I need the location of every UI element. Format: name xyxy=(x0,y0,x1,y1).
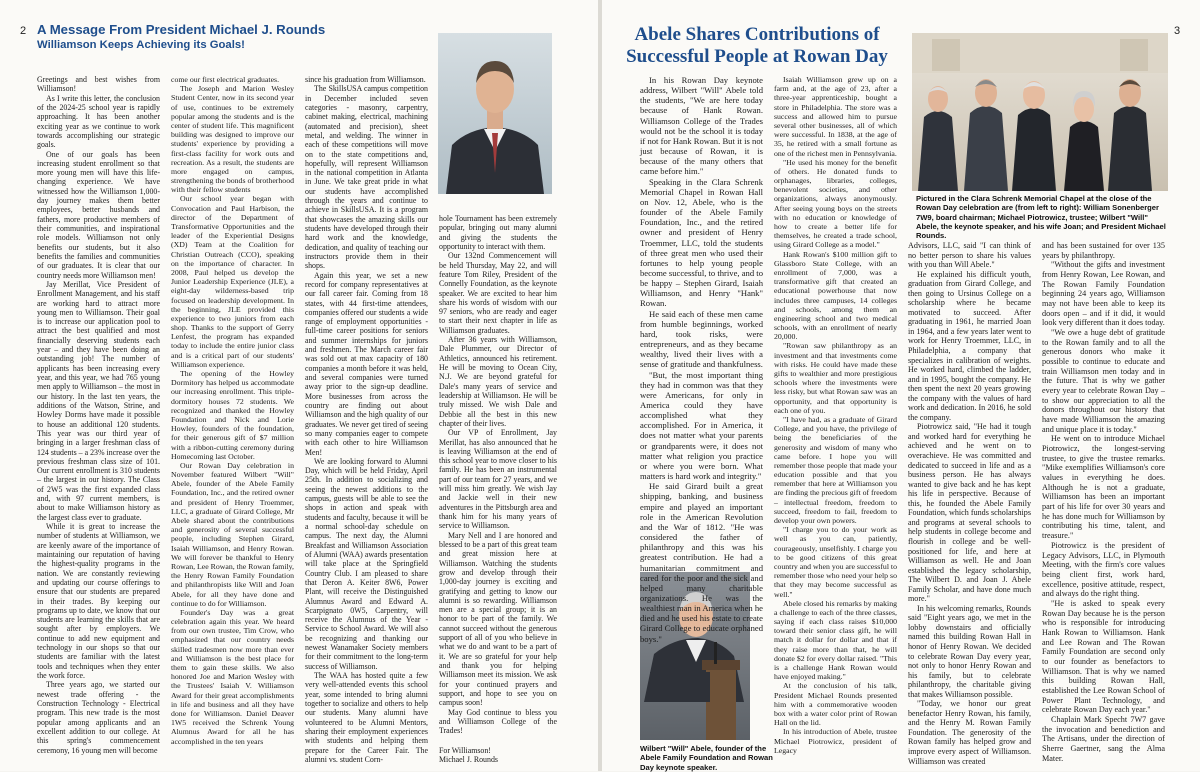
article-title-line-1: Abele Shares Contributions of xyxy=(634,24,880,45)
paragraph: since his graduation from Williamson. xyxy=(305,75,426,84)
paragraph: Our Rowan Day celebration in November featured Wilbert "Will" Abele, founder of the Abele Family Foundation, Inc., and the retired owner and president of Henry Troemmer, LLC, a graduate of Girard College, Mr Abele shared about the contributions and generosity of several successful people, including Stephen Girard, Isaiah Williamson, and Henry Rowan. We will forever be thankful to Henry Rowan, Lee Rowan, the Rowan family, the Henry Rowan Family Foundation and philanthropists like Will and Joan Abele, for all they have done and continue to do for Williamson. xyxy=(171,460,294,608)
page-number-right: 3 xyxy=(1174,25,1181,37)
paragraph: Jay Merillat, Vice President of Enrollment Management, and his staff are working hard to attract more young men to Williamson. Their goal is to increase our application pool to attract the best qualified and most financially deserving students each year – and they have been doing an outstanding job! The number of applicants has been increasing every year, and this year, we had 765 young men apply to Williamson – the most in our history. In the last ten years, the additions of the Watson, Strine, and Howley Dorms have made it possible to house an additional 120 students. This year was our third year of bringing in a larger freshman class of 124 students – a 23% increase over the previous freshman class size of 101. Our current enrollment is 310 students – the largest in our history. The Class of 2W5 was the first expanded class and, with 97 current members, is about to make Williamson history as the largest class ever to graduate. xyxy=(37,279,160,522)
paragraph: The Joseph and Marion Wesley Student Center, now in its second year of use, continues to be extremely popular among the students and is the center of student life. This magnificent building was designed to improve our students' experience by providing a first-class facility for work outs and recreation. As a result, the students are more engaged on campus, strengthening the bonds of brotherhood with their fellow students xyxy=(171,84,294,195)
paragraph: One of our goals has been increasing student enrollment so that more young men will have this life-changing experience. We have witnessed how the Williamson 1,000-day journey makes them better employees, better husbands and fathers, more productive members of their communities, and inspirational role models. Williamson not only benefits our students, but it also benefits the families and communities of our graduates. It is clear that our country needs more Williamson men! xyxy=(37,149,160,280)
signoff-line: For Williamson! xyxy=(439,745,491,755)
signoff xyxy=(439,746,557,765)
paragraph: "He used his money for the benefit of others. He donated funds to orphanages, libraries, colleges, benevolent societies, and other organizations, always anonymously. After seeing young boys on the streets with no education or knowledge of how to create a better life for themselves, he created a trade school, using Girard College as a model." xyxy=(774,157,897,250)
paragraph: "We owe a huge debt of gratitude to the Rowan family and to all the generous donors who make it possible to continue to educate and train Williamson men today and in the future. That is why we gather every year to celebrate Rowan Day – to show our appreciation to all the donors throughout our history that have made Williamson the amazing and unique place it is today." xyxy=(1042,328,1165,434)
abele-portrait-caption: Wilbert "Will" Abele, founder of the Abele Family Foundation and Rowan Day keynote speaker. xyxy=(640,744,773,772)
paragraph: "Rowan saw philanthropy as an investment and that investments come with risks. He could have made these gifts to wealthier and more prestigious schools where the investments were less risky, but what Rowan saw was an opportunity, and that opportunity is each one of you. xyxy=(774,341,897,415)
paragraph: come our first electrical graduates. xyxy=(171,75,280,84)
paragraph: After 36 years with Williamson, Dale Plummer, our Director of Athletics, announced his retirement. He will be moving to Ocean City, N.J. We are beyond grateful for Dale's many years of service and leadership at Williamson. He will be truly missed. We wish Dale and Debbie all the best in this new chapter of their lives. xyxy=(439,335,557,428)
president-portrait-photo xyxy=(438,33,552,194)
paragraph: Founder's Day was a great celebration again this year. We heard from our own trustee, Tim Crow, who emphasized that our country needs skilled tradesmen now more than ever and Williamson is the best place for them to gain these skills. We also honored Joe and Marion Wesley with the Trustees' Isaiah V. Williamson Award for their great accomplishments in life and business and all they have done for Williamson. Daniel Deaver 1W5 received the Schrenk Young Alumnus Award for all he has accomplished in the ten years xyxy=(171,607,294,746)
abele-article-column-4 xyxy=(1042,241,1165,763)
paragraph: Hank Rowan's $100 million gift to Glassboro State College, with an enrollment of 7,000, was a transformative gift that created an educational powerhouse that now includes three campuses, 14 colleges and schools, among them an engineering school and two medical schools, with an enrollment of nearly 20,000. xyxy=(774,249,897,342)
paragraph: Mary Nell and I are honored and blessed to be a part of this great team and great mission here at Williamson. Watching the students grow and develop through their 1,000-day journey is exciting and gratifying and getting to know our alumni is so rewarding. Williamson men are a special group; it is an honor to be part of the family. We cannot succeed without the generous support of all of you who believe in what we do and want to be a part of it. We are so grateful for your help and thank you for helping Williamson meet its mission. We ask for your continued prayers and support, and hope to see you on campus soon! xyxy=(439,530,557,708)
paragraph: Speaking in the Clara Schrenk Memorial Chapel in Rowan Hall on Nov. 12, Abele, who is the founder of the Abele Family Foundation, Inc., and the retired owner and president of Henry Troemmer, LLC, told the students of three great men who used their fortunes to help young people become successful, to thrive, and to be happy – Stephen Girard, Isaiah Williamson, and Henry "Hank" Rowan. xyxy=(640,176,763,309)
paragraph: He said each of these men came from humble beginnings, worked hard, took risks, were entrepreneurs, and as they became wealthy, lived their lives with a sense of gratitude and thankfulness. xyxy=(640,308,763,370)
paragraph: In his introduction of Abele, trustee Michael Piotrowicz, president of Legacy xyxy=(774,727,897,755)
abele-article-column-1 xyxy=(640,75,763,644)
paragraph: In his Rowan Day keynote address, Wilbert "Will" Abele told the students, "We are here today because of Hank Rowan. Williamson College of the Trades would not be the school it is today if not for Hank Rowan. But it is not just because of Rowan, it is because of the many others that came before him." xyxy=(640,75,763,177)
paragraph: Three years ago, we started our newest trade offering - the Construction Technology - Electrical program. This new trade is the most popular among applicants and an excellent addition to our college. At this spring's commencement ceremony, 16 young men will become xyxy=(37,680,160,755)
paragraph: The opening of the Howley Dormitory has helped us accommodate our increasing enrollment. This triple-dormitory houses 72 students. We recognized and thanked the Howley Foundation and Nick and Lorie Howley, founders of the foundation, for their generous gift of $7 million with a ribbon-cutting ceremony during Homecoming last October. xyxy=(171,369,294,461)
page-number-left: 2 xyxy=(20,25,27,37)
paragraph: Advisors, LLC, said "I can think of no better person to share his values with you than Will Abele." xyxy=(908,241,1031,270)
paragraph: May God continue to bless you and Williamson College of the Trades! xyxy=(439,707,557,736)
paragraph: In his welcoming remarks, Rounds said "Eight years ago, we met in the lobby downstairs and officially named this building Rowan Hall in honor of Henry Rowan. We decided to celebrate Rowan Day every year, not only to honor Henry Rowan and his family, but to celebrate philanthropy, the charitable giving that makes Williamson possible. xyxy=(908,603,1031,699)
paragraph: Piotrowicz said, "He had it tough and worked hard for everything he achieved and he went on to overachieve. He was committed and dedicated to succeed in life and as a business person. He has always wanted to give back and he has kept his life in perspective. Because of this, he founded the Abele Family Foundation, which funds scholarships and programs at several schools to help students in college become and flourish in college and be well-positioned for life, and here at Williamson as well. He and Joan established the legacy scholarship, The Wilbert D. and Joan J. Abele Family Scholar, and have done much more." xyxy=(908,422,1031,604)
group-photo-image xyxy=(912,33,1168,191)
signoff-signature: Michael J. Rounds xyxy=(439,754,498,764)
paragraph: and has been sustained for over 135 years by philanthropy. xyxy=(1042,241,1165,260)
paragraph: "But, the most important thing they had in common was that they were Americans, for only in America could they have accomplished what they accomplished. For in America, it does not matter what your parents or grandparents were, it does not matter what religion you practice or where you were born. What matters is hard work and integrity." xyxy=(640,369,763,482)
paragraph: We are looking forward to Alumni Day, which will be held Friday, April 25th. In addition to socializing and seeing the newest additions to the campus, guests will be able to see the shops in action and speak with students and faculty, because it will be a normal school-day schedule on campus. The next day, the Alumni Breakfast and Williamson Association of Alumni (WAA) awards presentation will take place at the Springfield Country Club. I am pleased to share that Deron A. Keiter 8W6, Power Plant, will receive the Distinguished Alumnus Award and Edward A. Scarpignato 0W5, Carpentry, will receive the Alumnus of the Year - Service to School Award. We will also be recognizing and thanking our newest Wanamaker Society members for their commitment to the long-term success of Williamson. xyxy=(305,456,428,671)
chapel-group-photo xyxy=(912,33,1168,191)
paragraph: He explained his difficult youth, graduation from Girard College, and then going to Ursinus College on a scholarship where he became motivated to succeed. After graduating in 1961, he married Joan in 1964, and a few years later went to work for Henry Troemmer, LLC, in Philadelphia, a company that specializes in calibration of weights. He worked hard, climbed the ladder, and in 1995, bought the company. He then spent the next 20 years growing the company with the values of hard work and dedication. In 2016, he sold the company. xyxy=(908,269,1031,422)
article-title-line-2: Successful People at Rowan Day xyxy=(626,46,888,67)
abele-article-column-2 xyxy=(774,75,897,755)
paragraph: "I charge you to do your work as well as you can, patiently, courageously, unselfishly. I charge you to be good citizens of this great country and when you are successful to remember those who need your help so that they may become successful as well." xyxy=(774,525,897,599)
paragraph: He said Girard built a great shipping, banking, and business empire and played an important role in the American Revolution and the War of 1812. "He was considered the father of philanthropy and this was his greatest contribution. He had a humanitarian commitment and cared for the poor and the sick and helped many charitable organizations. He was the wealthiest man in America when he died and he used his estate to create Girard College to educate orphaned boys." xyxy=(640,481,763,644)
group-photo-caption: Pictured in the Clara Schrenk Memorial Chapel at the close of the Rowan Day celebration are (from left to right): William Sonenberger 7W9, board chairman; Michael Piotrowicz, trustee; Wilbert "Will" Abele, the keynote speaker, and his wife Joan; and President Michael Rounds. xyxy=(916,194,1166,241)
president-letter-column-1 xyxy=(37,75,160,755)
abele-article-column-3 xyxy=(908,241,1031,766)
paragraph: Isaiah Williamson grew up on a farm and, at the age of 23, after a three-year apprenticeship, bought a store in Philadelphia. The store was a success and allowed him to pursue several other businesses, all of which were successful. In 1838, at the age of 35, he retired with a small fortune as one of the richest men in Pennsylvania. xyxy=(774,75,897,158)
paragraph: "Today, we honor our great benefactor Henry Rowan, his family, and the Henry M. Rowan Family Foundation. The generosity of the Rowan family has helped grow and improve every aspect of Williamson. Williamson was created xyxy=(908,699,1031,766)
president-message-heading xyxy=(37,22,367,52)
paragraph: While it is great to increase the number of students at Williamson, we are keenly aware of the importance of maintaining our reputation of having the highest-quality programs in the nation. We are constantly reviewing and updating our course offerings to ensure that our students are prepared in their trades. By keeping our programs up to date, we know that our students are learning the skills that are sought after by employers. We continue to add new equipment and technology in our shops so that our students are familiar with the latest tools and techniques when they enter the work force. xyxy=(37,522,160,680)
paragraph: "I have had, as a graduate of Girard College, and you have, the privilege of being the beneficiaries of the generosity and wisdom of many who came before. I hope you will remember those people that made your education possible and that you remember that here at Williamson you are finding the precious gift of freedom – intellectual freedom, freedom to succeed, freedom to fail, freedom to develop your own powers. xyxy=(774,414,897,525)
paragraph: Our 132nd Commencement will be held Thursday, May 22, and will feature Tom Riley, President of the Connelly Foundation, as the keynote speaker. We are excited to hear him share his words of wisdom with our 97 seniors, who are ready and eager to start their next chapter in life as Williamson graduates. xyxy=(439,251,557,335)
article-title: A Message From President Michael J. Rounds xyxy=(37,22,326,37)
paragraph: He went on to introduce Michael Piotrowicz, the longest-serving trustee, to give the trustee remarks. "Mike exemplifies Williamson's core values in everything he does. Although he is not a graduate, Williamson has been an important part of his life for over 30 years and he has done much for Williamson by contributing his time, talent, and treasure." xyxy=(1042,434,1165,541)
paragraph: Abele closed his remarks by making a challenge to each of the three classes, saying if each class raises $10,000 toward their senior class gift, he will match it dollar for dollar and that if they raise more than that, he will donate $2 for every dollar raised. "This is a challenge Hank Rowan would have enjoyed making." xyxy=(774,598,897,682)
paragraph: The SkillsUSA campus competition in December included seven categories - masonry, carpentry, cabinet making, electrical, machining (automated and precision), sheet metal, and welding. The winner in each of these competitions will move on to the state competitions and, hopefully, will represent Williamson in the national competition in Atlanta in June. We take great pride in what our students have accomplished through the years and continue to achieve in SkillsUSA. It is a program that showcases the amazing skills our students have developed through their hard work and the knowledge, dedication, and quality of teaching our instructors provide them in their shops. xyxy=(305,84,428,271)
article-subtitle: Williamson Keeps Achieving its Goals! xyxy=(37,39,245,51)
president-letter-column-2 xyxy=(171,75,294,746)
paragraph: Our school year began with Convocation and Paul Harbison, the director of the Department of Transformative Opportunities and the leader of the Experiential Designs (XD) Team at the Coalition for Christian Outreach (CCO), speaking on the importance of character. In 2008, Paul helped us develop the Junior Leadership Experience (JLE), a eight-day wilderness-based trip focused on leadership development. In the beginning, JLE provided this experience to two juniors from each shop. Thanks to the support of Gerry Lenfest, the program has expanded today to include the entire junior class and is a critical part of our students' Williamson experience. xyxy=(171,194,294,369)
paragraph: Our VP of Enrollment, Jay Merillat, has also announced that he is leaving Williamson at the end of this school year to move closer to his family. He has been an instrumental part of our team for 27 years, and we will miss him greatly. We wish Jay and Jackie well in their new adventures in the Pittsburgh area and thank him for his many years of service to Williamson. xyxy=(439,428,557,531)
paragraph: Piotrowicz is the president of Legacy Advisors, LLC, in Plymouth Meeting, with the firm's core values being client first, work hard, excellence, positive attitude, respect, and always do the right thing. xyxy=(1042,540,1165,599)
president-letter-column-4 xyxy=(439,214,557,764)
paragraph: As I write this letter, the conclusion of the 2024-25 school year is rapidly approaching. It has been another exciting year as we continue to work towards accomplishing our strategic goals. xyxy=(37,93,160,150)
paragraph: "Without the gifts and investment from Henry Rowan, Lee Rowan, and The Rowan Family Foundation beginning 24 years ago, Williamson may not have been able to keep its doors open – and if it did, it would look very different than it does today. xyxy=(1042,260,1165,328)
president-letter-column-3 xyxy=(305,75,428,764)
abele-article-heading xyxy=(607,24,907,68)
paragraph: hole Tournament has been extremely popular, bringing out many alumni and giving the students the opportunity to interact with them. xyxy=(439,214,557,251)
paragraph: Chaplain Mark Specht 7W7 gave the invocation and benediction and The Artisans, under the direction of Sherre Gaertner, sang the Alma Mater. xyxy=(1042,714,1165,763)
paragraph: "He is asked to speak every Rowan Day because he is the person who is responsible for introducing Hank Rowan to Williamson. Hank and Lee Rowan and The Rowan Family Foundation are second only to our founder as benefactors to Williamson. That is why we named this building Rowan Hall, established the Lee Rowan School of Power Plant Technology, and celebrate Rowan Day each year." xyxy=(1042,598,1165,715)
paragraph: Again this year, we set a new record for company representatives at our fall career fair. Coming from 18 states, with 44 first-time attendees, companies offered our students a wide range of employment opportunities - full-time career positions for seniors and summer internships for juniors and freshmen. The March career fair was sold out at max capacity of 180 companies a month before it was held, and several companies were turned away prior to the sign-up deadline. More businesses from across the country are finding out about Williamson and the high quality of our graduates. We never get tired of seeing so many companies eager to compete with each other to hire Williamson Men! xyxy=(305,270,428,457)
paragraph: At the conclusion of his talk, President Michael Rounds presented him with a commemorative wooden box with a water color print of Rowan Hall on the lid. xyxy=(774,681,897,728)
paragraph: The WAA has hosted quite a few very well-attended events this school year, some intended to bring alumni together to socialize and others to help our students. Many alumni have volunteered to be Alumni Mentors, sharing their employment experiences with students and helping them prepare for the Career Fair. The alumni vs. student Corn- xyxy=(305,671,428,764)
paragraph: Greetings and best wishes from Williamson! xyxy=(37,75,160,94)
president-portrait-image xyxy=(438,33,552,194)
